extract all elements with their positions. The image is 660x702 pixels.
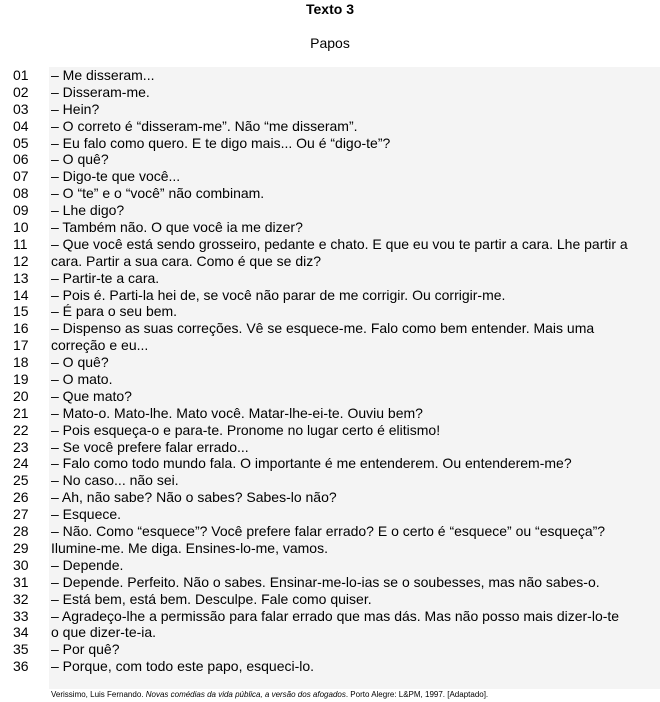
source-publication: . Porto Alegre: L&PM, 1997. [Adaptado]. — [345, 690, 489, 699]
text-line: – Se você prefere falar errado... — [51, 438, 249, 455]
line-number: 13 — [13, 269, 29, 286]
text-line: – Mato-o. Mato-lhe. Mato você. Matar-lhe-ei-te. Ouviu bem? — [51, 404, 423, 421]
text-line: – O quê? — [51, 354, 109, 371]
line-number: 24 — [13, 455, 29, 472]
dialogue-text-block — [49, 67, 660, 689]
text-line: – O mato. — [51, 371, 113, 388]
line-number: 10 — [13, 219, 29, 236]
text-line: – Que você está sendo grosseiro, pedante e chato. E que eu vou te partir a cara. Lhe partir a — [51, 235, 628, 252]
line-number: 35 — [13, 641, 29, 658]
line-number: 17 — [13, 337, 29, 354]
line-number: 12 — [13, 252, 29, 269]
text-line: – É para o seu bem. — [51, 303, 178, 320]
source-citation — [51, 690, 488, 700]
line-number: 31 — [13, 573, 29, 590]
text-line: – Me disseram... — [51, 67, 155, 83]
text-line: – Agradeço-lhe a permissão para falar errado que mas dás. Mas não posso mais dizer-lo-te — [51, 607, 620, 624]
line-number: 30 — [13, 556, 29, 573]
text-line: – O quê? — [51, 151, 109, 168]
text-line: – O “te” e o “você” não combinam. — [51, 185, 265, 202]
text-line: – Falo como todo mundo fala. O importante é me entenderem. Ou entenderem-me? — [51, 455, 572, 472]
line-number: 01 — [13, 67, 29, 83]
line-number: 25 — [13, 472, 29, 489]
text-line: – Lhe digo? — [51, 202, 125, 219]
text-line: – Digo-te que você... — [51, 168, 181, 185]
line-number: 03 — [13, 100, 29, 117]
text-line: – Esquece. — [51, 506, 122, 523]
text-line: – O correto é “disseram-me”. Não “me disseram”. — [51, 117, 358, 134]
text-line: – Depende. — [51, 556, 124, 573]
line-number: 29 — [13, 539, 29, 556]
text-subtitle: Papos — [310, 35, 350, 51]
text-line: – Dispenso as suas correções. Vê se esquece-me. Falo como bem entender. Mais uma — [51, 320, 595, 337]
text-line: – No caso... não sei. — [51, 472, 179, 489]
text-line: – Hein? — [51, 100, 100, 117]
text-line: correção e eu... — [51, 337, 149, 354]
text-line: – Eu falo como quero. E te digo mais... Ou é “digo-te”? — [51, 134, 391, 151]
text-line: – Está bem, está bem. Desculpe. Fale como quiser. — [51, 590, 372, 607]
text-line: – Também não. O que você ia me dizer? — [51, 219, 303, 236]
text-line: – Depende. Perfeito. Não o sabes. Ensinar-me-lo-ias se o soubesses, mas não sabes-o. — [51, 573, 600, 590]
line-number: 11 — [13, 235, 28, 252]
source-work-title: Novas comédias da vida pública, a versão dos afogados — [145, 690, 346, 699]
line-number: 20 — [13, 387, 29, 404]
text-line: cara. Partir a sua cara. Como é que se diz? — [51, 252, 322, 269]
line-number: 28 — [13, 523, 29, 540]
line-number: 27 — [13, 506, 29, 523]
line-number: 32 — [13, 590, 29, 607]
text-line: – Porque, com todo este papo, esqueci-lo. — [51, 658, 315, 675]
text-line: – Pois é. Parti-la hei de, se você não parar de me corrigir. Ou corrigir-me. — [51, 286, 506, 303]
line-number: 34 — [13, 624, 29, 641]
line-number: 33 — [13, 607, 29, 624]
text-line: – Que mato? — [51, 387, 132, 404]
text-line: Ilumine-me. Me diga. Ensines-lo-me, vamos. — [51, 539, 328, 556]
line-number-column — [13, 67, 47, 675]
text-line: – Pois esqueça-o e para-te. Pronome no lugar certo é elitismo! — [51, 421, 441, 438]
line-number: 06 — [13, 151, 29, 168]
text-title: Texto 3 — [306, 1, 354, 17]
line-number: 09 — [13, 202, 29, 219]
text-line: o que dizer-te-ia. — [51, 624, 157, 641]
line-number: 19 — [13, 371, 29, 388]
line-number: 08 — [13, 185, 29, 202]
line-number: 16 — [13, 320, 29, 337]
line-number: 14 — [13, 286, 29, 303]
line-number: 04 — [13, 117, 29, 134]
text-line: – Ah, não sabe? Não o sabes? Sabes-lo não? — [51, 489, 337, 506]
source-author: Verissimo, Luis Fernando. — [51, 690, 146, 699]
line-number: 21 — [13, 404, 29, 421]
text-line: – Partir-te a cara. — [51, 269, 160, 286]
line-number: 07 — [13, 168, 29, 185]
line-number: 05 — [13, 134, 29, 151]
line-number: 23 — [13, 438, 29, 455]
line-number: 26 — [13, 489, 29, 506]
line-number: 22 — [13, 421, 29, 438]
text-line: – Por quê? — [51, 641, 120, 658]
line-number: 18 — [13, 354, 29, 371]
line-number: 15 — [13, 303, 29, 320]
line-number: 36 — [13, 658, 29, 675]
text-line: – Disseram-me. — [51, 83, 150, 100]
text-line: – Não. Como “esquece”? Você prefere falar errado? E o certo é “esquece” ou “esqueça”? — [51, 523, 606, 540]
line-number: 02 — [13, 83, 29, 100]
